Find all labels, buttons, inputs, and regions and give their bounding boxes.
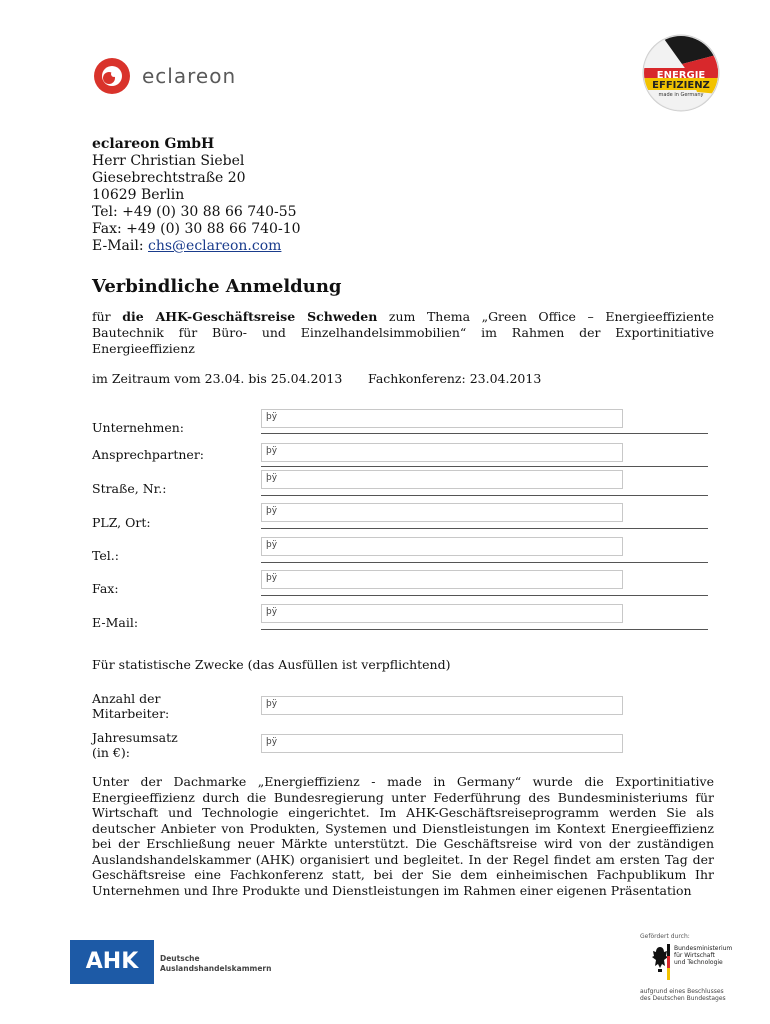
email-field[interactable]: þÿ	[261, 604, 623, 623]
street-label: Straße, Nr.:	[92, 481, 167, 496]
intro-rest: zum Thema „Green Office – Energieeffiziente Bautechnik für Büro- und Einzelhandelsimmobilien“ im Rahmen der Exportinitiative Energieeffizienz	[92, 309, 714, 356]
city-field[interactable]: þÿ	[261, 503, 623, 522]
body-paragraph: Unter der Dachmarke „Energieffizienz - made in Germany“ wurde die Exportinitiative Energieeffizienz durch die Bundesregierung unter Federführung des Bundesministeriums für Wirtschaft und Technologie eingerichtet. Im AHK-Geschäftsreiseprogramm werden Sie als deutscher Anbieter von Produkten, Systemen und Dienstleistungen im Kontext Energieeffizienz bei der Erschließung neuer Märkte unterstützt. Die Geschäftsreise wird von der zuständigen Auslandshandelskammer (AHK) organisiert und begleitet. In der Regel findet am ersten Tag der Geschäftsreise eine Fachkonferenz statt, bei der Sie dem einheimischen Fachpublikum Ihr Unternehmen und Ihre Produkte und Dienstleistungen im Rahmen einer eigenen Präsentation	[92, 774, 714, 898]
contact-rule	[261, 466, 708, 467]
employees-label-2: Mitarbeiter:	[92, 706, 170, 721]
email-link[interactable]: chs@eclareon.com	[148, 238, 282, 254]
city-label: PLZ, Ort:	[92, 515, 151, 530]
ahk-logo	[70, 940, 272, 984]
fax-label: Fax:	[92, 581, 119, 596]
federal-eagle-icon	[650, 944, 670, 980]
city: 10629 Berlin	[92, 187, 185, 203]
bundestag-note	[640, 988, 740, 1002]
page-title: Verbindliche Anmeldung	[92, 276, 342, 297]
revenue-field[interactable]: þÿ	[261, 734, 623, 753]
ahk-line1: Deutsche	[160, 954, 200, 963]
badge-line2: EFFIZIENZ	[652, 80, 710, 91]
intro-paragraph	[92, 309, 714, 357]
period-text: im Zeitraum vom 23.04. bis 25.04.2013	[92, 371, 343, 386]
address-block	[92, 136, 301, 255]
conference-text: Fachkonferenz: 23.04.2013	[368, 371, 542, 386]
phone-field[interactable]: þÿ	[261, 537, 623, 556]
street-rule	[261, 495, 708, 496]
contact-label: Ansprechpartner:	[92, 447, 205, 462]
ahk-mark	[70, 940, 154, 984]
email-label: E-Mail:	[92, 238, 149, 254]
email-line	[92, 238, 301, 255]
employees-label-1: Anzahl der	[92, 691, 161, 706]
city-rule	[261, 528, 708, 529]
funded-by-label: Gefördert durch:	[640, 933, 690, 940]
phone-label: Tel.:	[92, 548, 119, 563]
contact-field[interactable]: þÿ	[261, 443, 623, 462]
company-name: eclareon GmbH	[92, 136, 215, 152]
logo-text: eclareon	[142, 64, 237, 88]
energieeffizienz-badge	[642, 34, 720, 112]
company-field[interactable]: þÿ	[261, 409, 623, 428]
bundestag-line2: des Deutschen Bundestages	[640, 995, 726, 1002]
street: Giesebrechtstraße 20	[92, 170, 246, 186]
ministry-line1: Bundesministerium	[674, 945, 733, 952]
ministry-text	[674, 945, 744, 966]
fax-field[interactable]: þÿ	[261, 570, 623, 589]
employees-field[interactable]: þÿ	[261, 696, 623, 715]
ministry-line3: und Technologie	[674, 959, 723, 966]
eclareon-logo	[92, 56, 242, 100]
company-rule	[261, 433, 708, 434]
revenue-label-1: Jahresumsatz	[92, 730, 178, 745]
revenue-label-2: (in €):	[92, 745, 130, 760]
intro-prefix: für	[92, 309, 123, 324]
badge-line1: ENERGIE	[656, 70, 706, 81]
phone-rule	[261, 562, 708, 563]
email-form-label: E-Mail:	[92, 615, 139, 630]
statistics-note: Für statistische Zwecke (das Ausfüllen ist verpflichtend)	[92, 657, 451, 672]
eclareon-logo-icon	[92, 56, 132, 96]
contact-person: Herr Christian Siebel	[92, 153, 245, 169]
company-label: Unternehmen:	[92, 420, 184, 435]
ministry-line2: für Wirtschaft	[674, 952, 715, 959]
ahk-line2: Auslandshandelskammern	[160, 964, 272, 973]
bundestag-line1: aufgrund eines Beschlusses	[640, 988, 724, 995]
intro-bold: die AHK-Geschäftsreise Schweden	[122, 309, 378, 324]
badge-line3: made in Germany	[658, 92, 704, 98]
email-rule	[261, 629, 708, 630]
fax-rule	[261, 595, 708, 596]
phone: Tel: +49 (0) 30 88 66 740-55	[92, 204, 297, 220]
street-field[interactable]: þÿ	[261, 470, 623, 489]
ministry-logo	[650, 944, 740, 984]
fax: Fax: +49 (0) 30 88 66 740-10	[92, 221, 301, 237]
ahk-mark-text: AHK	[85, 949, 139, 974]
